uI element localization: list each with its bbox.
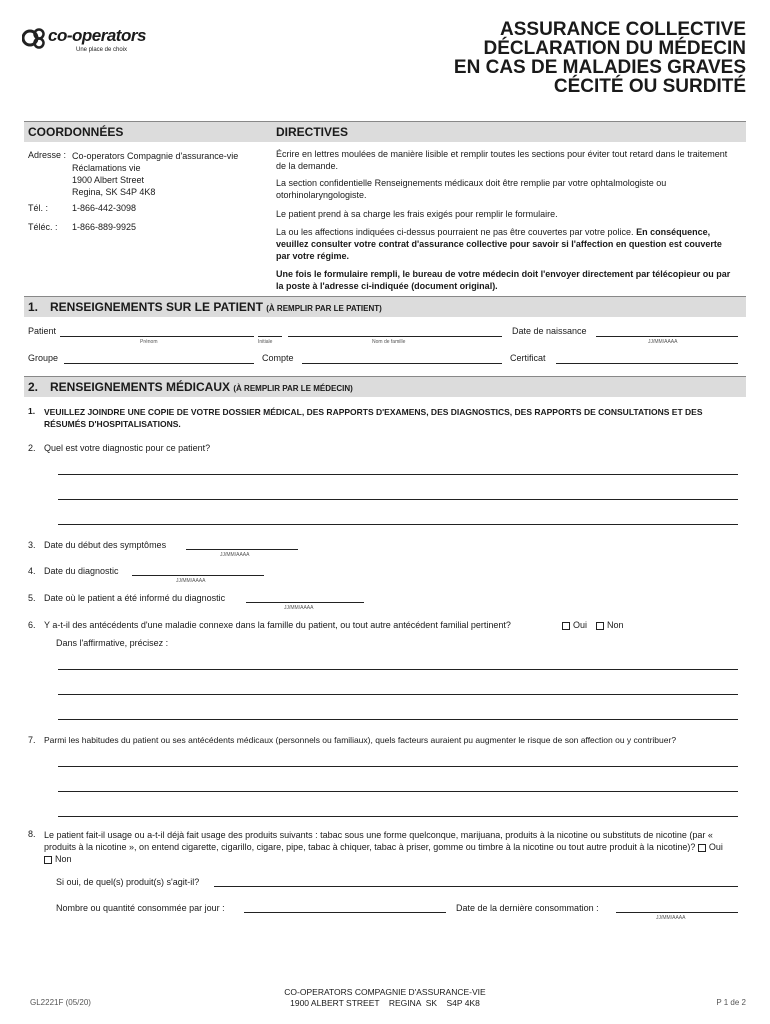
q2-answer-line[interactable]: [58, 524, 738, 525]
directive-4-normal: La ou les affections indiquées ci-dessus pourraient ne pas être couvertes par votre police.: [276, 227, 634, 237]
diagnosis-date-hint: JJ/MM/AAAA: [176, 578, 206, 584]
q8-last-use-label: Date de la dernière consommation :: [456, 903, 599, 913]
directives-heading: DIRECTIVES: [276, 125, 349, 139]
q8-yes-checkbox[interactable]: [698, 844, 706, 852]
address-label: Adresse :: [28, 150, 67, 160]
fax-label: Téléc. :: [28, 222, 58, 232]
first-name-hint: Prénom: [140, 339, 158, 345]
page-number: P 1 de 2: [716, 998, 746, 1007]
last-name-field[interactable]: [288, 336, 502, 337]
certificate-field[interactable]: [556, 363, 738, 364]
q8-yes-option[interactable]: [698, 842, 723, 852]
title-line-3: EN CAS DE MALADIES GRAVES: [453, 57, 746, 78]
q6-no-option[interactable]: [596, 620, 624, 630]
address-line: Regina, SK S4P 4K8: [72, 187, 156, 197]
q2-number: 2.: [28, 443, 36, 453]
directive-3: Le patient prend à sa charge les frais exigés pour remplir le formulaire.: [276, 209, 558, 219]
q2-text: Quel est votre diagnostic pour ce patient?: [44, 443, 211, 453]
q8-last-use-hint: JJ/MM/AAAA: [656, 915, 686, 921]
section1-title: [50, 300, 382, 314]
initial-field[interactable]: [258, 336, 282, 337]
last-name-hint: Nom de famille: [372, 339, 406, 345]
form-code: GL2221F (05/20): [30, 998, 91, 1007]
q6-text: Y a-t-il des antécédents d'une maladie connexe dans la famille du patient, ou tout autre antécédent familial pertinent?: [44, 620, 511, 630]
q8-no-checkbox[interactable]: [44, 856, 52, 864]
q6-sub-text: Dans l'affirmative, précisez :: [56, 638, 169, 648]
directive-4: [276, 226, 738, 262]
directive-4-bold: En conséquence, veuillez consulter votre contrat d'assurance collective pour savoir si l'affection en question est couverte par votre régime.: [276, 227, 722, 261]
q8-no-label: Non: [55, 854, 72, 864]
q7-number: 7.: [28, 735, 36, 745]
section1-subtitle: (À REMPLIR PAR LE PATIENT): [266, 304, 382, 313]
directive-1: Écrire en lettres moulées de manière lisible et remplir toutes les sections pour éviter tout retard dans le traitement de la demande.: [276, 149, 728, 171]
q1-text: VEUILLEZ JOINDRE UNE COPIE DE VOTRE DOSSIER MÉDICAL, DES RAPPORTS D'EXAMENS, DES DIAGNOSTICS, DES RAPPORTS DE CONSULTATIONS ET DES RÉSUMÉS D'HOSPITALISATIONS.: [44, 407, 703, 429]
footer-address: 1900 ALBERT STREET REGINA SK S4P 4K8: [290, 998, 480, 1008]
q6-yes-checkbox[interactable]: [562, 622, 570, 630]
q8-text: Le patient fait-il usage ou a-t-il déjà fait usage des produits suivants : tabac sous une forme quelconque, marijuana, produits à la nicotine ou substituts de nicotine (par « produits à la nicotine », on entend cigarette, cigarillo, cigare, pipe, tabac à chiquer, tabac à priser, gomme ou timbre à la nicotine ou tout autre produit à la nicotine)?: [44, 830, 713, 852]
coords-heading: COORDONNÉES: [28, 125, 124, 139]
q8-no-option[interactable]: [44, 854, 72, 864]
title-line-1: ASSURANCE COLLECTIVE: [500, 19, 746, 40]
q7-answer-line[interactable]: [58, 816, 738, 817]
q4-text: Date du diagnostic: [44, 566, 119, 576]
section2-subtitle: (À REMPLIR PAR LE MÉDECIN): [233, 384, 353, 393]
q8-products-label: Si oui, de quel(s) produit(s) s'agit-il?: [56, 877, 200, 887]
section1-title-text: RENSEIGNEMENTS SUR LE PATIENT: [50, 300, 263, 314]
group-label: Groupe: [28, 353, 59, 363]
dob-hint: JJ/MM/AAAA: [648, 339, 678, 345]
q2-answer-line[interactable]: [58, 474, 738, 475]
q6-answer-line[interactable]: [58, 719, 738, 720]
q7-answer-line[interactable]: [58, 766, 738, 767]
directive-2: La section confidentielle Renseignements médicaux doit être remplie par votre ophtalmologiste ou otorhinolaryngologiste.: [276, 178, 667, 200]
coords-directives-bar: [24, 121, 746, 142]
q3-text: Date du début des symptômes: [44, 540, 167, 550]
q6-answer-line[interactable]: [58, 694, 738, 695]
section2-title: [50, 380, 353, 394]
q6-number: 6.: [28, 620, 36, 630]
q7-text: Parmi les habitudes du patient ou ses antécédents médicaux (personnels ou familiaux), quels facteurs auraient pu augmenter le risque de son affection ou y contribuer?: [44, 735, 677, 745]
section1-number: 1.: [28, 300, 39, 314]
title-line-2: DÉCLARATION DU MÉDECIN: [483, 38, 746, 59]
q3-number: 3.: [28, 540, 36, 550]
address-block: [72, 150, 238, 198]
address-line: Réclamations vie: [72, 163, 141, 173]
q8-number: 8.: [28, 829, 36, 839]
informed-date-hint: JJ/MM/AAAA: [284, 605, 314, 611]
q7-answer-line[interactable]: [58, 791, 738, 792]
q2-answer-line[interactable]: [58, 499, 738, 500]
q6-no-label: Non: [607, 620, 624, 630]
fax-value: 1-866-889-9925: [72, 222, 137, 232]
footer-center: [0, 987, 770, 1009]
tel-label: Tél. :: [28, 203, 49, 213]
initial-hint: Initiale: [258, 339, 273, 345]
logo-tagline: Une place de choix: [76, 47, 128, 53]
footer-company: CO-OPERATORS COMPAGNIE D'ASSURANCE-VIE: [284, 987, 486, 997]
q8-yes-label: Oui: [708, 842, 723, 852]
q8-block: [44, 829, 738, 865]
q8-last-use-field[interactable]: [616, 912, 738, 913]
diagnosis-date-field[interactable]: [132, 575, 264, 576]
form-title: [454, 20, 746, 96]
directive-5: Une fois le formulaire rempli, le bureau de votre médecin doit l'envoyer directement par télécopieur ou par la poste à l'adresse ci-indiquée (document original).: [276, 269, 731, 291]
q6-no-checkbox[interactable]: [596, 622, 604, 630]
title-line-4: CÉCITÉ OU SURDITÉ: [553, 76, 746, 97]
q8-quantity-field[interactable]: [244, 912, 446, 913]
q6-yes-option[interactable]: [562, 620, 587, 630]
q6-yes-label: Oui: [573, 620, 588, 630]
q5-text: Date où le patient a été informé du diagnostic: [44, 593, 226, 603]
q8-quantity-label: Nombre ou quantité consommée par jour :: [56, 903, 225, 913]
symptom-date-field[interactable]: [186, 549, 298, 550]
tel-value: 1-866-442-3098: [72, 203, 137, 213]
group-field[interactable]: [64, 363, 254, 364]
address-line: Co-operators Compagnie d'assurance-vie: [72, 151, 239, 161]
symptom-date-hint: JJ/MM/AAAA: [220, 552, 250, 558]
q1-number: 1.: [28, 406, 36, 416]
q8-products-field[interactable]: [214, 886, 738, 887]
account-label: Compte: [262, 353, 294, 363]
patient-label: Patient: [28, 326, 57, 336]
section2-title-text: RENSEIGNEMENTS MÉDICAUX: [50, 380, 231, 394]
logo-text: co-operators: [48, 26, 146, 45]
q4-number: 4.: [28, 566, 36, 576]
dob-label: Date de naissance: [512, 326, 587, 336]
logo-mark-icon: [22, 26, 48, 50]
account-field[interactable]: [302, 363, 502, 364]
dob-field[interactable]: [596, 336, 738, 337]
first-name-field[interactable]: [60, 336, 254, 337]
address-line: 1900 Albert Street: [72, 175, 145, 185]
q5-number: 5.: [28, 593, 36, 603]
informed-date-field[interactable]: [246, 602, 364, 603]
certificate-label: Certificat: [510, 353, 546, 363]
q6-answer-line[interactable]: [58, 669, 738, 670]
section2-number: 2.: [28, 380, 39, 394]
